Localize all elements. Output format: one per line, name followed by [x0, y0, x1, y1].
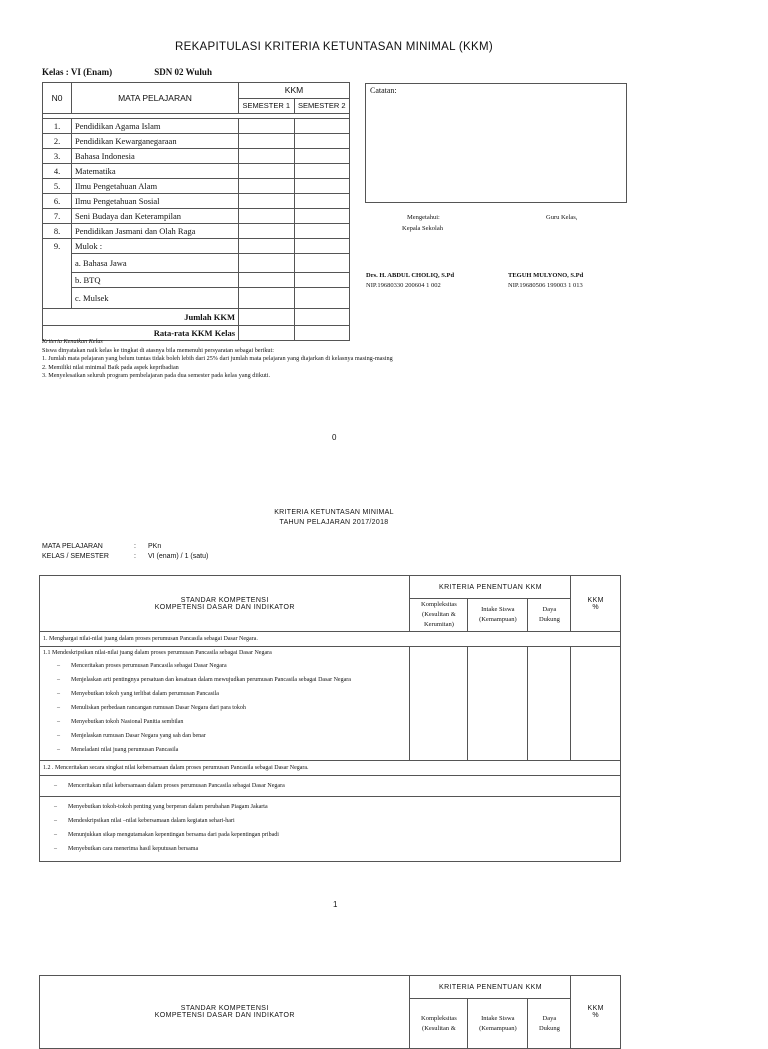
table-row: 7. Seni Budaya dan Keterampilan: [43, 209, 350, 224]
page-number: 1: [333, 900, 338, 909]
table-row: a. Bahasa Jawa: [43, 254, 350, 273]
page-number: 0: [332, 433, 337, 442]
teacher-nip: NIP.19680506 199003 1 013: [508, 282, 583, 289]
complexity-header: Kompleksitas (Kesulitan & Kerumitan): [410, 599, 468, 632]
average-row: Rata-rata KKM Kelas: [43, 326, 350, 341]
col-semester-2: SEMESTER 2: [294, 98, 350, 114]
subject-info: MATA PELAJARAN : PKn KELAS / SEMESTER : VI (enam) / 1 (satu): [42, 543, 209, 560]
support-header: Daya Dukung: [528, 599, 571, 632]
table-row: 9. Mulok :: [43, 239, 350, 254]
table-row: 6. Ilmu Pengetahuan Sosial: [43, 194, 350, 209]
table-row: 3. Bahasa Indonesia: [43, 149, 350, 164]
kkm-title: KRITERIA KETUNTASAN MINIMAL: [274, 509, 394, 516]
acknowledged-label: Mengetahui:: [407, 214, 440, 221]
intake-header: Intake Siswa (Kemampuan): [468, 599, 528, 632]
table-row: c. Mulsek: [43, 288, 350, 309]
recap-table: [42, 82, 350, 341]
promotion-criteria: Kriteria Kenaikan Kelas Siswa dinyatakan naik kelas ke tingkat di atasnya bila memenuhi persyaratan sebagai berikut: 1. Jumlah mata pelajaran yang belum tuntas tidak boleh lebih dari 25% dari jumlah mata pelajaran yang diajarkan di kelasnya masing-masing 2. Memiliki nilai minimal Baik pada aspek kepribadian 3. Menyelesaikan seluruh program pembelajaran pada dua semester pada kelas yang diikuti.: [42, 338, 393, 379]
table-row: 4. Matematika: [43, 164, 350, 179]
notes-label: Catatan:: [370, 86, 397, 95]
principal-title: Kepala Sekolah: [402, 225, 443, 232]
sk-header: STANDAR KOMPETENSI KOMPETENSI DASAR DAN INDIKATOR: [40, 576, 410, 632]
support-header: Daya Dukung: [528, 999, 571, 1049]
table-row: 1. Menghargai nilai-nilai juang dalam proses perumusan Pancasila sebagai Dasar Negara.: [40, 632, 621, 647]
table-row: – Menceritakan nilai kebersamaan dalam proses perumusan Pancasila sebagai Dasar Negara: [40, 776, 621, 797]
class-line: [42, 67, 212, 77]
kkm-table-continued: [39, 975, 621, 1049]
principal-nip: NIP.19680330 200604 1 002: [366, 282, 441, 289]
notes-box: [365, 83, 627, 203]
principal-name: Drs. H. ABDUL CHOLIQ, S.Pd: [366, 272, 455, 279]
criteria-header: KRITERIA PENENTUAN KKM: [410, 576, 571, 599]
school-name: SDN 02 Wuluh: [154, 67, 212, 77]
class-label: Kelas : VI (Enam): [42, 67, 113, 77]
table-row: 8. Pendidikan Jasmani dan Olah Raga: [43, 224, 350, 239]
col-no: N0: [43, 83, 72, 114]
table-row: 1. Pendidikan Agama Islam: [43, 119, 350, 134]
table-row: 1.2 . Menceritakan secara singkat nilai kebersamaan dalam proses perumusan Pancasila sebagai Dasar Negara.: [40, 761, 621, 776]
sk-header: STANDAR KOMPETENSI KOMPETENSI DASAR DAN INDIKATOR: [40, 976, 410, 1049]
teacher-title: Guru Kelas,: [546, 214, 578, 221]
kkm-header: KKM %: [571, 976, 621, 1049]
complexity-header: Kompleksitas (Kesulitan &: [410, 999, 468, 1049]
table-row: 5. Ilmu Pengetahuan Alam: [43, 179, 350, 194]
intake-header: Intake Siswa (Kemampuan): [468, 999, 528, 1049]
col-subject: MATA PELAJARAN: [72, 83, 239, 114]
sum-row: Jumlah KKM: [43, 309, 350, 326]
col-semester-1: SEMESTER 1: [239, 98, 295, 114]
table-row: 2. Pendidikan Kewarganegaraan: [43, 134, 350, 149]
table-row: b. BTQ: [43, 273, 350, 288]
academic-year: TAHUN PELAJARAN 2017/2018: [279, 519, 389, 526]
kkm-header: KKM %: [571, 576, 621, 632]
table-row: – Menyebutkan tokoh-tokoh penting yang berperan dalam perubahan Piagam Jakarta – Mendeskripsikan nilai –nilai kebersamaan dalam kegiatan sehari-hari – Menunjukkan sikap mengutamakan kepentingan bersama dari pada kepentingan pribadi – Menyebutkan cara menerima hasil keputusan bersama: [40, 797, 621, 862]
table-row: 1.1 Mendeskripsikan nilai-nilai juang dalam proses perumusan Pancasila sebagai Dasar Negara – Menceritakan proses perumusan Pancasila sebagai Dasar Negara – Menjelaskan arti pentingnya persatuan dan kesatuan dalam mewujudkan perumusan Pancasila sebagai Dasar Negara – Menyebutkan tokoh yang terlibat dalam perumusan Pancasila – Menuliskan perbedaan rancangan rumusan Dasar Negara dari para tokoh – Menyebutkan tokoh Nasional Panitia sembilan – Menjelaskan rumusan Dasar Negara yang sah dan benar – Meneladani nilai juang perumusan Pancasila: [40, 647, 621, 761]
criteria-header: KRITERIA PENENTUAN KKM: [410, 976, 571, 999]
kkm-table: [39, 575, 621, 862]
teacher-name: TEGUH MULYONO, S.Pd: [508, 272, 584, 279]
col-kkm: KKM: [239, 83, 350, 99]
page-title: REKAPITULASI KRITERIA KETUNTASAN MINIMAL (KKM): [175, 41, 493, 53]
